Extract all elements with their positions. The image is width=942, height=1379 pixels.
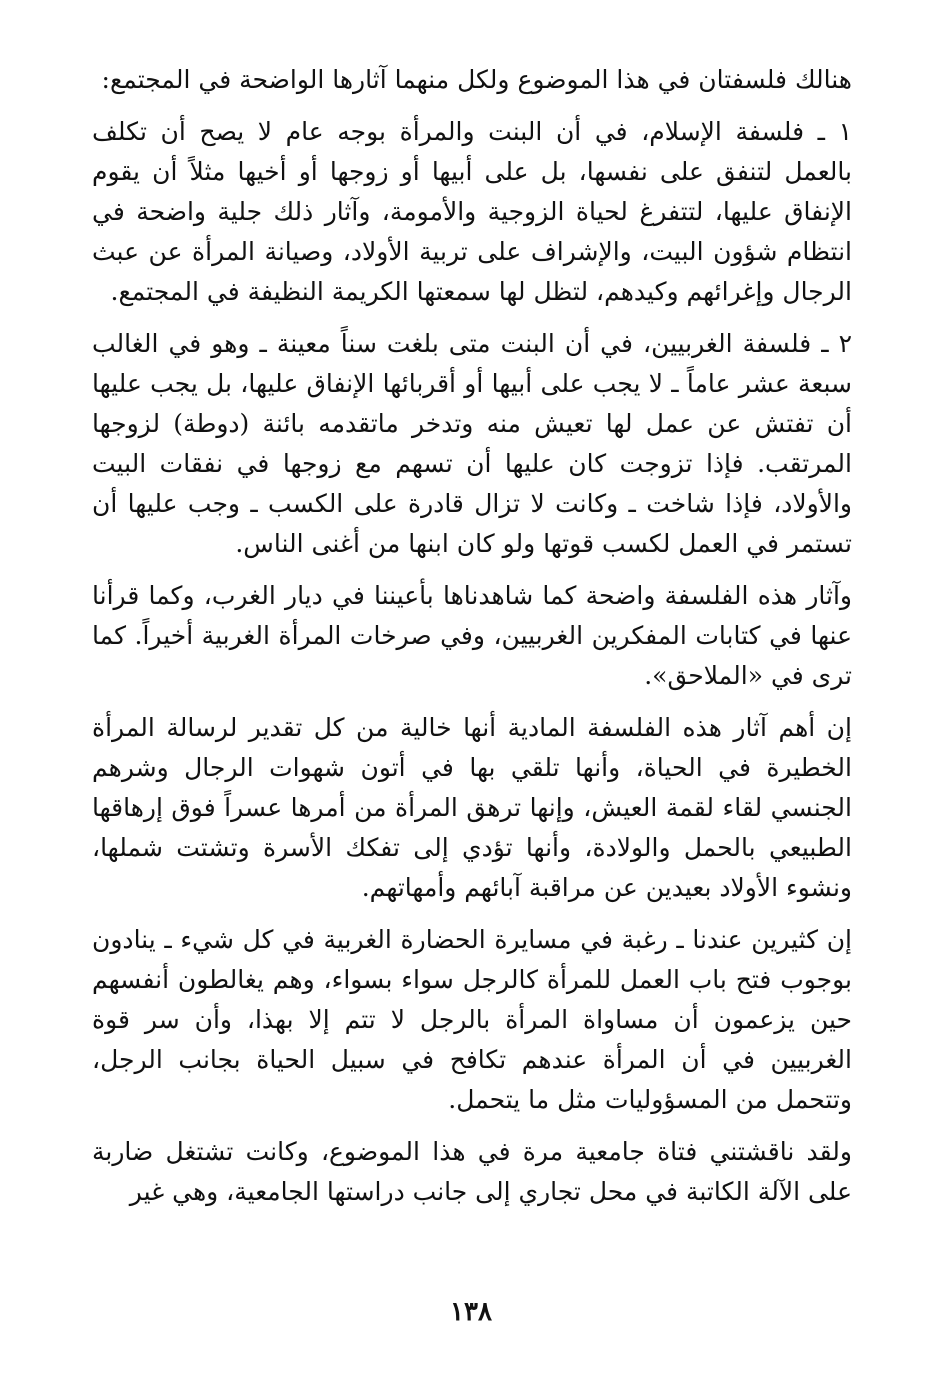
paragraph-islam-philosophy: ١ ـ فلسفة الإسلام، في أن البنت والمرأة بوجه عام لا يصح أن تكلف بالعمل لتنفق على نفسها، بل على أبيها أو زوجها أو أخيها مثلاً أن يقوم الإنفاق عليها، لتتفرغ لحياة الزوجية والأمومة، وآثار ذلك جلية واضحة في انتظام شؤون البيت، والإشراف على تربية الأولاد، وصيانة المرأة عن عبث الرجال وإغرائهم وكيدهم، لتظل لها سمعتها الكريمة النظيفة في المجتمع. bbox=[92, 117, 852, 306]
paragraph-intro: هنالك فلسفتان في هذا الموضوع ولكل منهما آثارها الواضحة في المجتمع: bbox=[101, 65, 852, 94]
paragraph-student-discussion: ولقد ناقشتني فتاة جامعية مرة في هذا الموضوع، وكانت تشتغل ضاربة على الآلة الكاتبة في محل تجاري إلى جانب دراستها الجامعية، وهي غير bbox=[92, 1137, 852, 1206]
paragraph-western-effects: وآثار هذه الفلسفة واضحة كما شاهدناها بأعيننا في ديار الغرب، وكما قرأنا عنها في كتابات المفكرين الغربيين، وفي صرخات المرأة الغربية أخيراً. كما ترى في «الملاحق». bbox=[92, 581, 852, 690]
page-text bbox=[92, 60, 852, 1224]
paragraph-equality-claims: إن كثيرين عندنا ـ رغبة في مسايرة الحضارة الغربية في كل شيء ـ ينادون بوجوب فتح باب العمل للمرأة كالرجل سواء بسواء، وهم يغالطون أنفسهم حين يزعمون أن مساواة المرأة بالرجل لا تتم إلا بهذا، وأن سر قوة الغربيين في أن المرأة عندهم تكافح في سبيل الحياة بجانب الرجل، وتتحمل من المسؤوليات مثل ما يتحمل. bbox=[92, 925, 852, 1114]
page-number: ١٣٨ bbox=[450, 1297, 492, 1327]
paragraph-material-effects: إن أهم آثار هذه الفلسفة المادية أنها خالية من كل تقدير لرسالة المرأة الخطيرة في الحياة، وأنها تلقي بها في أتون شهوات الرجال وشرهم الجنسي لقاء لقمة العيش، وإنها ترهق المرأة من أمرها عسراً فوق إرهاقها الطبيعي بالحمل والولادة، وأنها تؤدي إلى تفكك الأسرة وتشتت شملها، ونشوء الأولاد بعيدين عن مراقبة آبائهم وأمهاتهم. bbox=[92, 713, 852, 902]
paragraph-western-philosophy: ٢ ـ فلسفة الغربيين، في أن البنت متى بلغت سناً معينة ـ وهو في الغالب سبعة عشر عاماً ـ لا يجب على أبيها أو أقربائها الإنفاق عليها، بل يجب عليها أن تفتش عن عمل لها تعيش منه وتدخر ماتقدمه بائنة (دوطة) لزوجها المرتقب. فإذا تزوجت كان عليها أن تسهم مع زوجها في نفقات البيت والأولاد، فإذا شاخت ـ وكانت لا تزال قادرة على الكسب ـ وجب عليها أن تستمر في العمل لكسب قوتها ولو كان ابنها من أغنى الناس. bbox=[92, 329, 852, 558]
